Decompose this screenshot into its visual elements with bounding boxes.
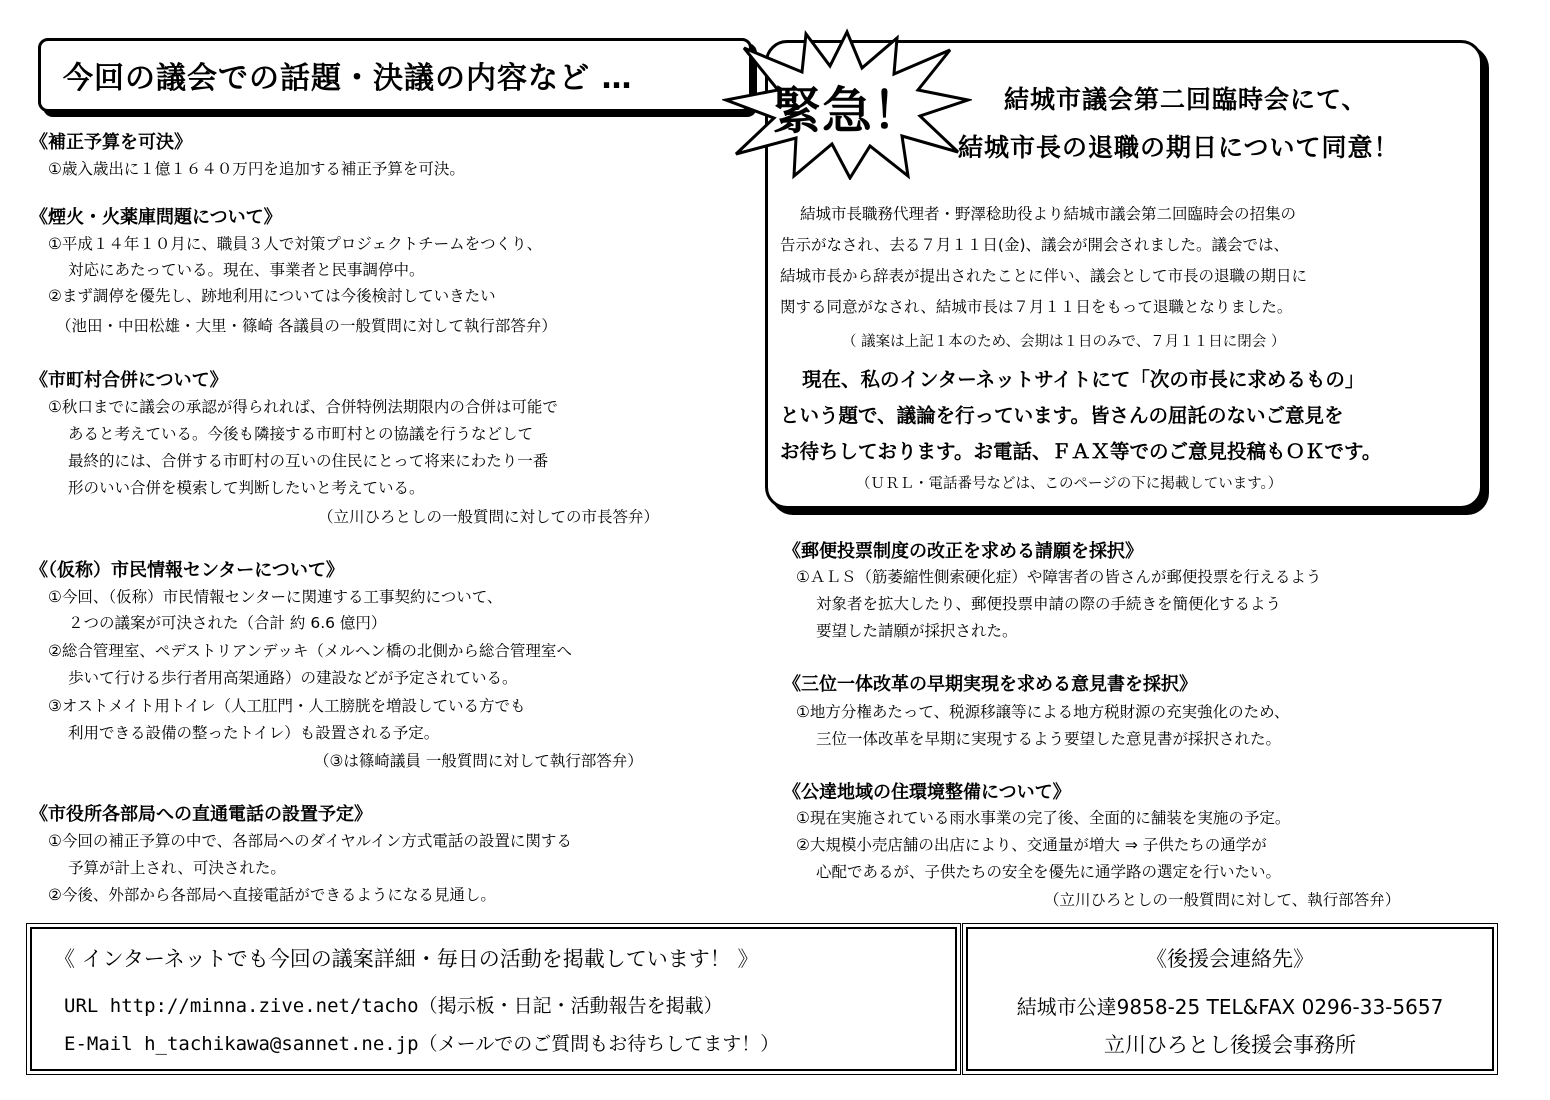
section-line: 予算が計上され、可決された。 xyxy=(68,859,286,877)
contact-info-box xyxy=(966,927,1494,1071)
section-line: ①地方分権あたって、税源移譲等による地方税財源の充実強化のため、 xyxy=(796,703,1290,721)
urgent-starburst xyxy=(722,28,972,180)
email-line: E-Mail h_tachikawa@sannet.ne.jp（メールでのご質問もお待ちしてます！） xyxy=(64,1033,780,1055)
contact-office: 立川ひろとし後援会事務所 xyxy=(1104,1033,1356,1057)
contact-address: 結城市公達9858-25 TEL&FAX 0296-33-5657 xyxy=(1016,995,1444,1019)
section-line: ①現在実施されている雨水事業の完了後、全面的に舗装を実施の予定。 xyxy=(796,809,1291,827)
urgent-body-line: 結城市長職務代理者・野澤稔助役より結城市議会第二回臨時会の招集の xyxy=(800,205,1297,223)
section-line: 歩いて行ける歩行者用高架通路）の建設などが予定されている。 xyxy=(68,669,518,687)
contact-title: 《後援会連絡先》 xyxy=(1146,947,1314,971)
internet-title: 《 インターネットでも今回の議案詳細・毎日の活動を掲載しています！ 》 xyxy=(54,947,759,971)
urgent-title-line1: 結城市議会第二回臨時会にて、 xyxy=(1004,85,1368,114)
section-line: 形のいい合併を模索して判断したいと考えている。 xyxy=(68,479,425,497)
section-heading: 《市町村合併について》 xyxy=(30,370,228,391)
page-title: 今回の議会での話題・決議の内容など … xyxy=(63,61,633,96)
section-heading: 《公達地域の住環境整備について》 xyxy=(783,782,1071,803)
section-line: ２つの議案が可決された（合計 約 6.6 億円） xyxy=(68,614,387,632)
url-line: URL http://minna.zive.net/tacho（掲示板・日記・活動報告を掲載） xyxy=(64,995,723,1017)
urgent-body-line: 告示がなされ、去る７月１１日(金)、議会が開会されました。議会では、 xyxy=(780,236,1290,254)
section-line: ①ＡＬＳ（筋萎縮性側索硬化症）や障害者の皆さんが郵便投票を行えるよう xyxy=(796,568,1322,586)
internet-info-box xyxy=(30,927,957,1071)
section-line: ②まず調停を優先し、跡地利用については今後検討していきたい xyxy=(48,287,496,305)
section-line: 要望した請願が採択された。 xyxy=(816,622,1018,640)
section-line: 三位一体改革を早期に実現するよう要望した意見書が採択された。 xyxy=(816,730,1282,748)
section-line: 対象者を拡大したり、郵便投票申請の際の手続きを簡便化するよう xyxy=(816,595,1282,613)
section-line: 心配であるが、子供たちの安全を優先に通学路の選定を行いたい。 xyxy=(816,863,1282,881)
urgent-footer-note: （ＵＲＬ・電話番号などは、このページの下に掲載しています。） xyxy=(856,476,1283,492)
section-line: 最終的には、合併する市町村の互いの住民にとって将来にわたり一番 xyxy=(68,452,549,470)
urgent-note: （ 議案は上記１本のため、会期は１日のみで、７月１１日に閉会 ） xyxy=(842,334,1286,350)
section-line: ①歳入歳出に１億１６４０万円を追加する補正予算を可決。 xyxy=(48,160,465,178)
section-line: （③は篠崎議員 一般質問に対して執行部答弁） xyxy=(314,752,643,770)
urgent-badge-text: 緊急！ xyxy=(772,81,922,140)
section-heading: 《（仮称）市民情報センターについて》 xyxy=(30,560,344,581)
urgent-body-line: 結城市長から辞表が提出されたことに伴い、議会として市長の退職の期日に xyxy=(780,267,1308,285)
section-line: （立川ひろとしの一般質問に対して、執行部答弁） xyxy=(1044,891,1401,909)
section-line: ①平成１４年１０月に、職員３人で対策プロジェクトチームをつくり、 xyxy=(48,235,543,253)
section-heading: 《郵便投票制度の改正を求める請願を採択》 xyxy=(783,541,1143,562)
section-heading: 《三位一体改革の早期実現を求める意見書を採択》 xyxy=(783,674,1197,695)
urgent-bold-line: という題で、議論を行っています。皆さんの屈託のないご意見を xyxy=(780,404,1344,427)
section-heading: 《補正予算を可決》 xyxy=(30,132,192,153)
urgent-title-line2: 結城市長の退職の期日について同意！ xyxy=(958,133,1400,162)
header-title-box xyxy=(38,38,752,112)
section-line: ①今回、（仮称）市民情報センターに関連する工事契約について、 xyxy=(48,588,503,606)
section-line: 対応にあたっている。現在、事業者と民事調停中。 xyxy=(68,261,425,279)
section-line: ②大規模小売店舗の出店により、交通量が増大 ⇒ 子供たちの通学が xyxy=(796,836,1267,854)
section-heading: 《煙火・火薬庫問題について》 xyxy=(30,207,282,228)
urgent-body-line: 関する同意がなされ、結城市長は７月１１日をもって退職となりました。 xyxy=(780,298,1293,316)
section-line: ②今後、外部から各部局へ直接電話ができるようになる見通し。 xyxy=(48,886,496,904)
urgent-bold-line: お待ちしております。お電話、ＦＡＸ等でのご意見投稿もＯＫです。 xyxy=(780,440,1382,463)
section-line: ①今回の補正予算の中で、各部局へのダイヤルイン方式電話の設置に関する xyxy=(48,832,572,850)
section-line: （池田・中田松雄・大里・篠崎 各議員の一般質問に対して執行部答弁） xyxy=(56,317,557,335)
section-line: あると考えている。今後も隣接する市町村との協議を行うなどして xyxy=(68,425,534,443)
section-line: ③オストメイト用トイレ（人工肛門・人工膀胱を増設している方でも xyxy=(48,697,526,715)
section-line: （立川ひろとしの一般質問に対しての市長答弁） xyxy=(318,508,660,526)
urgent-bold-line: 現在、私のインターネットサイトにて「次の市長に求めるもの」 xyxy=(802,368,1365,391)
section-line: ①秋口までに議会の承認が得られれば、合併特例法期限内の合併は可能で xyxy=(48,398,558,416)
section-line: ②総合管理室、ペデストリアンデッキ（メルヘン橋の北側から総合管理室へ xyxy=(48,642,572,660)
section-heading: 《市役所各部局への直通電話の設置予定》 xyxy=(30,804,372,825)
section-line: 利用できる設備の整ったトイレ）も設置される予定。 xyxy=(68,724,440,742)
